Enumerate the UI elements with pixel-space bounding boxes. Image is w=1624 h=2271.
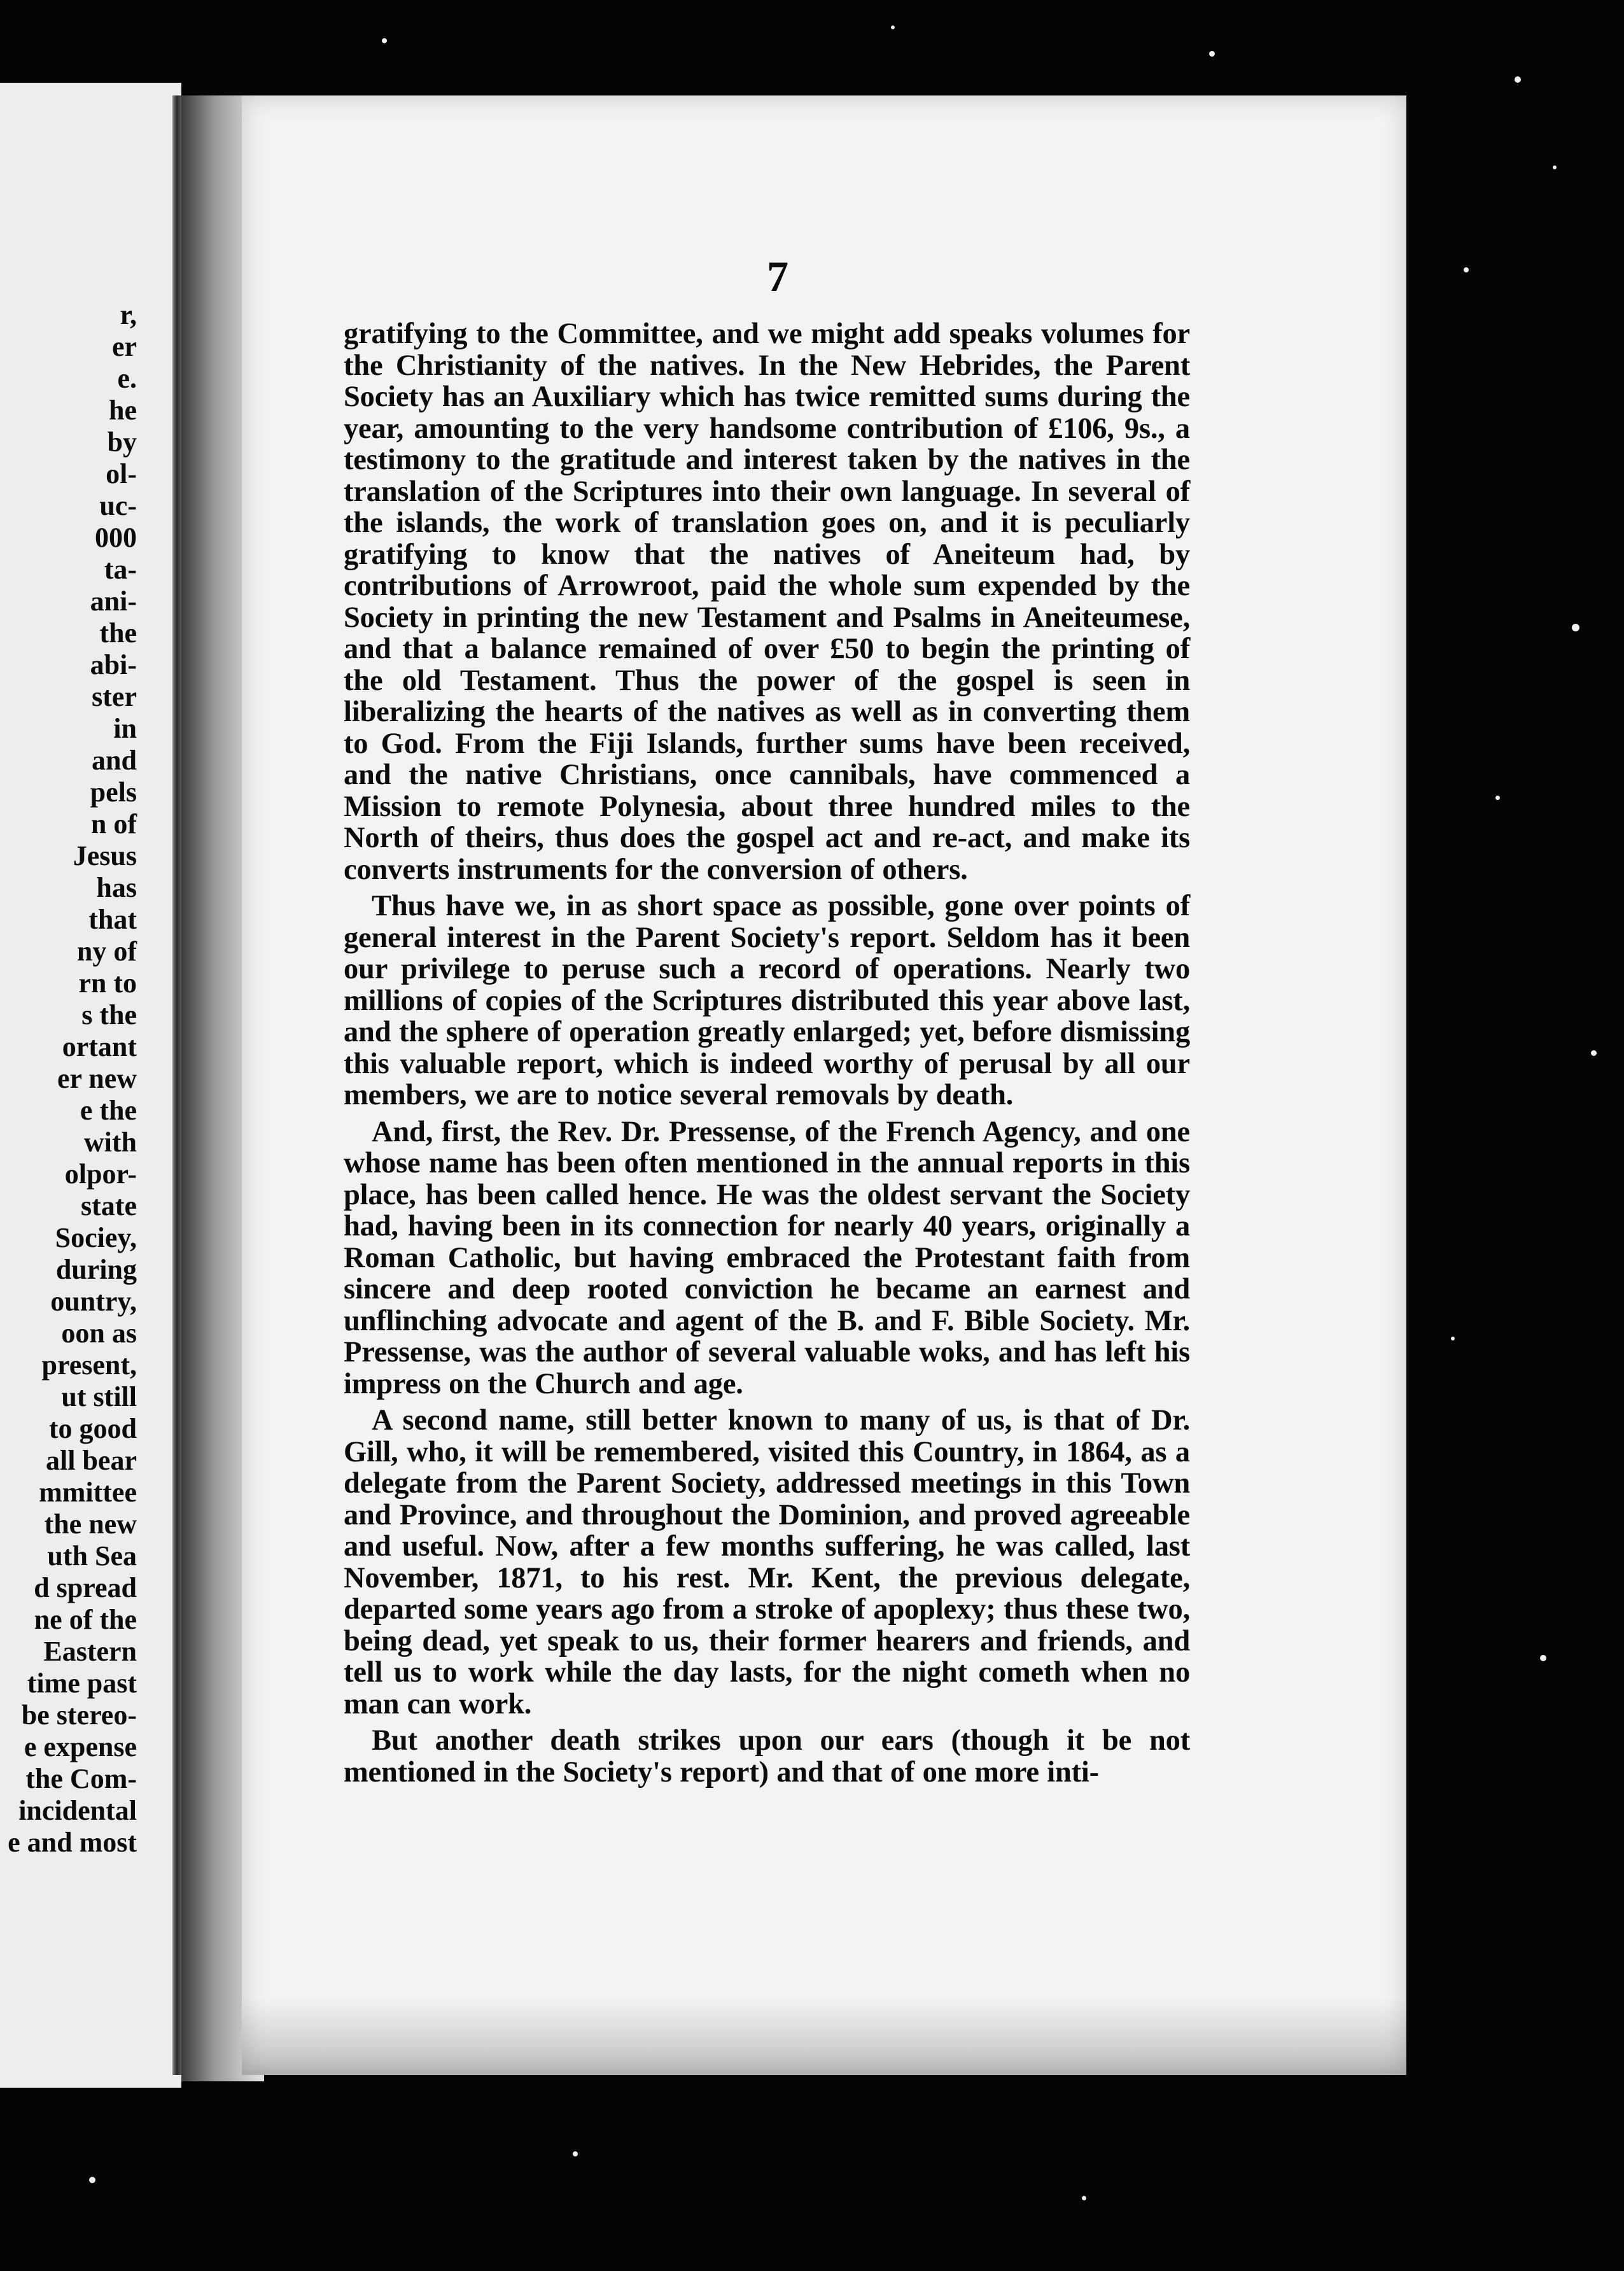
left-page-fragment: present,	[41, 1349, 137, 1381]
dust-speck	[1495, 796, 1500, 800]
dust-speck	[1209, 51, 1215, 57]
left-page-fragment: e the	[80, 1095, 137, 1126]
left-page-fragment: ut still	[61, 1381, 137, 1412]
left-page-fragment: e.	[117, 363, 137, 394]
left-page-fragment: ny of	[76, 936, 137, 967]
left-page-fragment: that	[88, 904, 137, 935]
left-page-fragment: ountry,	[50, 1286, 137, 1317]
dust-speck	[1451, 1337, 1455, 1340]
left-page-fragment: 000	[95, 522, 137, 553]
left-page-fragment: and	[92, 745, 137, 776]
left-page-fragment: abi-	[90, 649, 137, 680]
paragraph-3: And, first, the Rev. Dr. Pressense, of the French Agency, and one whose name has been often mentioned in the annual reports in this place, has been called hence. He was the oldest servant the Society had, having been in its connection for nearly 40 years, originally a Roman Catholic, but having embraced the Protestant faith from sincere and deep rooted conviction he became an earnest and unflinching advocate and agent of the B. and F. Bible Society. Mr. Pressense, was the author of several valuable woks, and has left his impress on the Church and age.	[344, 1115, 1190, 1400]
left-page-fragment: pels	[90, 777, 137, 808]
left-page-fragment: ortant	[62, 1031, 137, 1062]
left-page-fragment: the	[99, 617, 137, 649]
left-page-fragment: Jesus	[73, 840, 137, 871]
left-page-fragment: ol-	[106, 458, 137, 489]
left-page-fragment: ani-	[90, 586, 137, 617]
left-page-fragment: Sociey,	[55, 1222, 137, 1253]
paragraph-2: Thus have we, in as short space as possible, gone over points of general interest in the Parent Society's report. Seldom has it been our privilege to peruse such a record of operations. Nearly two millions of copies of the Scriptures distributed this year above last, and the sphere of operation greatly enlarged; yet, before dismissing this valuable report, which is indeed worthy of perusal by all our members, we are to notice several removals by death.	[344, 890, 1190, 1111]
left-page-fragment: incidental	[18, 1795, 137, 1826]
dust-speck	[1591, 1050, 1597, 1056]
left-page-fragment: by	[107, 426, 137, 458]
left-page-fragment: in	[113, 713, 137, 744]
left-page-fragment: the Com-	[25, 1763, 137, 1794]
left-page-fragment: er new	[57, 1063, 137, 1094]
left-page-fragment: e expense	[24, 1731, 137, 1762]
page-number: 7	[767, 252, 788, 300]
left-page-fragment: ta-	[104, 554, 137, 585]
dust-speck	[1540, 1655, 1546, 1661]
paragraph-1: gratifying to the Committee, and we might add speaks volumes for the Christianity of the natives. In the New Hebrides, the Parent Society has an Auxiliary which has twice remitted sums during the year, amounting to the very handsome contribution of £106, 9s., a testimony to the gratitude and interest taken by the natives in the translation of the Scriptures into their own language. In several of the islands, the work of translation goes on, and it is peculiarly gratifying to know that the natives of Aneiteum had, by contributions of Arrowroot, paid the whole sum expended by the Society in printing the new Testament and Psalms in Aneiteumese, and that a balance remained of over £50 to begin the printing of the old Testament. Thus the power of the gospel is seen in liberalizing the hearts of the natives as well as in converting them to God. From the Fiji Islands, further sums have been received, and the native Christians, once cannibals, have commenced a Mission to remote Polynesia, about three hundred miles to the North of theirs, thus does the gospel act and re-act, and make its converts instruments for the conversion of others.	[344, 318, 1190, 886]
left-page-fragment: r,	[120, 299, 137, 330]
left-page-fragment: s the	[81, 999, 137, 1030]
dust-speck	[89, 2177, 95, 2183]
dust-speck	[382, 38, 387, 43]
page-edge	[172, 95, 181, 2075]
facing-left-page	[0, 83, 181, 2088]
left-page-fragment: all bear	[46, 1445, 137, 1476]
left-page-fragment: he	[109, 395, 137, 426]
page-shadow	[242, 1999, 1406, 2075]
left-page-fragment: to good	[48, 1413, 137, 1444]
left-page-fragment: with	[83, 1127, 137, 1158]
left-page-fragment: uth Sea	[47, 1540, 137, 1571]
left-page-fragment: mmittee	[39, 1477, 137, 1508]
left-page-fragment: ster	[92, 681, 137, 712]
left-page-fragment: Eastern	[43, 1636, 137, 1667]
left-page-fragment: during	[55, 1254, 137, 1285]
dust-speck	[573, 2151, 578, 2156]
dust-speck	[1572, 624, 1579, 631]
left-page-fragment: d spread	[34, 1572, 137, 1603]
dust-speck	[891, 25, 895, 29]
dust-speck	[1553, 165, 1557, 169]
paragraph-4: A second name, still better known to many of us, is that of Dr. Gill, who, it will be remembered, visited this Country, in 1864, as a delegate from the Parent Society, addressed meetings in this Town and Province, and throughout the Dominion, and proved agreeable and useful. Now, after a few months suffering, he was called, last November, 1871, to his rest. Mr. Kent, the previous delegate, departed some years ago from a stroke of apoplexy; thus these two, being dead, yet speak to us, their former hearers and friends, and tell us to work while the day lasts, for the night cometh when no man can work.	[344, 1404, 1190, 1720]
left-page-fragment: ne of the	[34, 1604, 137, 1635]
left-page-fragment: oon as	[61, 1318, 137, 1349]
dust-speck	[1515, 76, 1521, 83]
left-page-text-fragments	[0, 299, 137, 1859]
left-page-fragment: uc-	[99, 490, 137, 521]
left-page-fragment: e and most	[8, 1827, 137, 1858]
left-page-fragment: has	[96, 872, 137, 903]
left-page-fragment: the new	[44, 1508, 137, 1540]
left-page-fragment: er	[111, 331, 137, 362]
left-page-fragment: rn to	[78, 967, 137, 999]
left-page-fragment: olpor-	[64, 1158, 137, 1190]
paragraph-5: But another death strikes upon our ears (though it be not mentioned in the Society's report) and that of one more inti-	[344, 1724, 1190, 1789]
left-page-fragment: state	[81, 1190, 137, 1221]
left-page-fragment: time past	[27, 1668, 137, 1699]
page-body-text	[344, 318, 1190, 1788]
dust-speck	[1082, 2196, 1086, 2200]
left-page-fragment: be stereo-	[21, 1699, 137, 1731]
left-page-fragment: n of	[90, 808, 137, 840]
dust-speck	[1464, 267, 1469, 272]
